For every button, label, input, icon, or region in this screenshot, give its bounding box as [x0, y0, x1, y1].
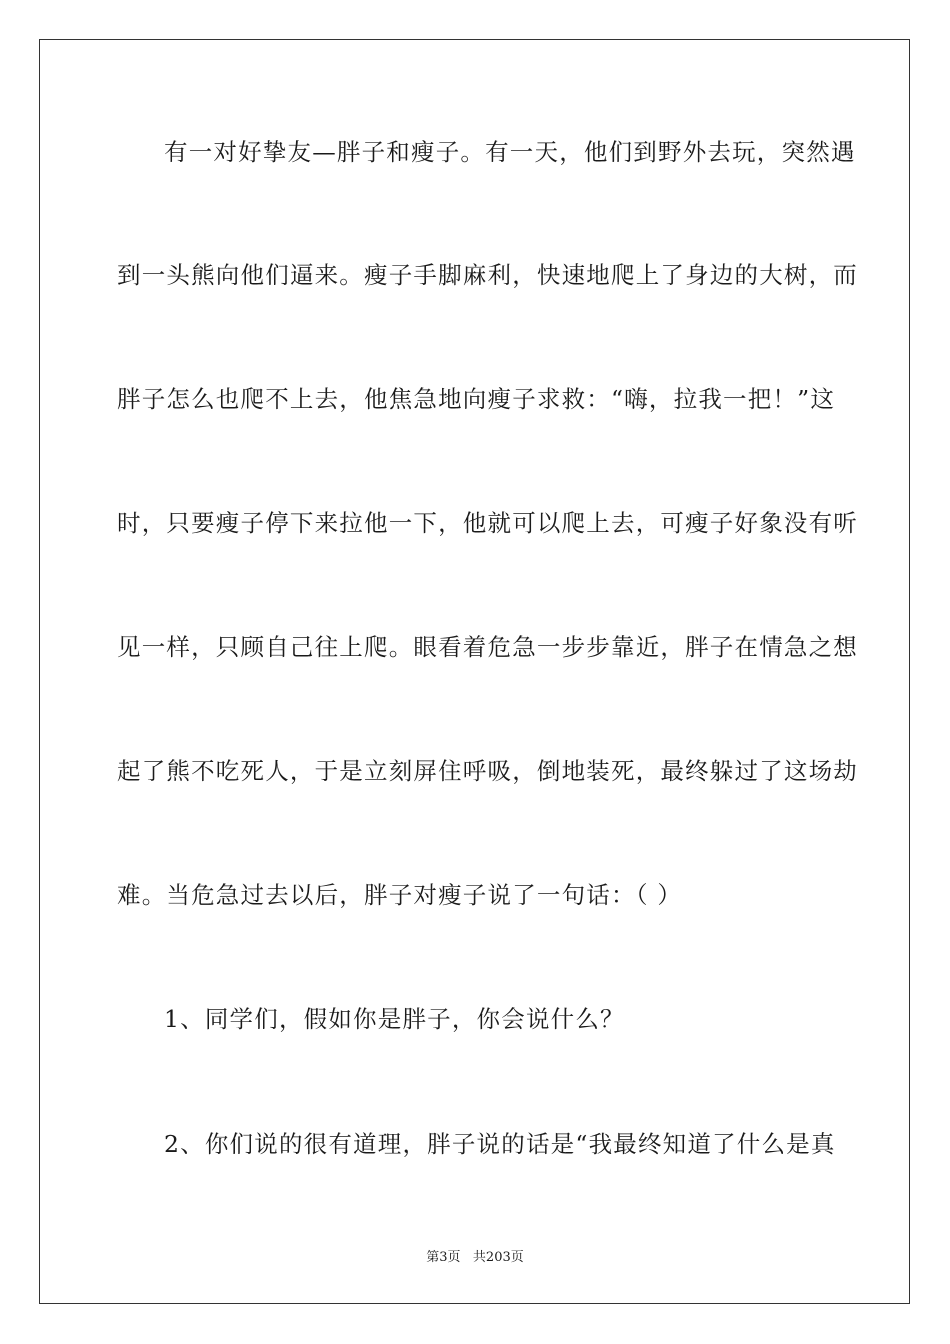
page-number-label: 第3页 共203页: [426, 1250, 524, 1265]
question-1: 1、同学们，假如你是胖子，你会说什么？: [164, 1005, 625, 1033]
paragraph-line-3: 胖子怎么也爬不上去，他焦急地向瘦子求救：“嗨，拉我一把！”这: [117, 385, 836, 413]
page-footer: [0, 1249, 950, 1267]
page-border: [39, 39, 910, 1304]
paragraph-line-1: 有一对好挚友—胖子和瘦子。有一天，他们到野外去玩，突然遇: [164, 138, 856, 166]
paragraph-line-6: 起了熊不吃死人，于是立刻屏住呼吸，倒地装死，最终躲过了这场劫: [117, 757, 858, 785]
paragraph-line-7: 难。当危急过去以后，胖子对瘦子说了一句话：（ ）: [117, 881, 683, 909]
paragraph-line-5: 见一样，只顾自己往上爬。眼看着危急一步步靠近，胖子在情急之想: [117, 633, 858, 661]
paragraph-line-2: 到一头熊向他们逼来。瘦子手脚麻利，快速地爬上了身边的大树，而: [117, 261, 858, 289]
question-2: 2、你们说的很有道理，胖子说的话是“我最终知道了什么是真: [164, 1130, 836, 1158]
paragraph-line-4: 时，只要瘦子停下来拉他一下，他就可以爬上去，可瘦子好象没有听: [117, 509, 858, 537]
